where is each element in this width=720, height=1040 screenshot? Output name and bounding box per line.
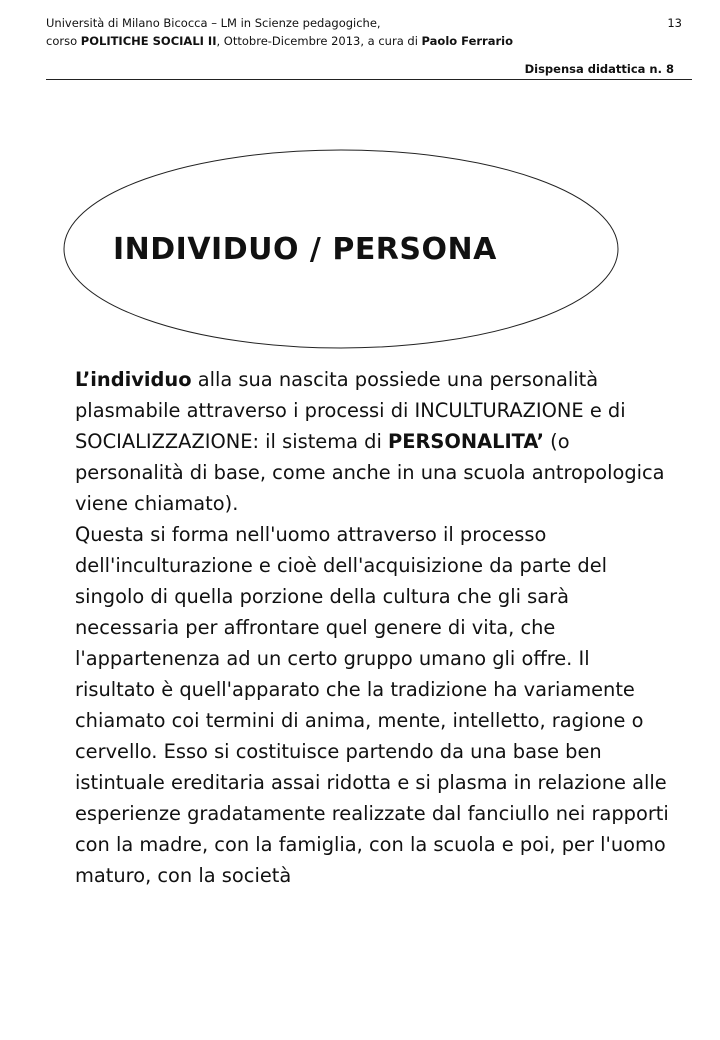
page-title: INDIVIDUO / PERSONA — [113, 232, 497, 267]
body-text — [75, 364, 675, 891]
paragraph-1 — [75, 364, 675, 519]
term-personalita: PERSONALITA’ — [388, 430, 544, 453]
paragraph-1-part-2: (o personalità di base, come anche in una scuola antropologica viene chiamato). — [75, 430, 665, 515]
page-number: 13 — [667, 16, 682, 30]
title-ellipse — [0, 0, 720, 400]
term-individuo: L’individuo — [75, 368, 192, 391]
paragraph-2: Questa si forma nell'uomo attraverso il processo dell'inculturazione e cioè dell'acquisizione da parte del singolo di quella porzione della cultura che gli sarà necessaria per affrontare quel genere di vita, che l'appartenenza ad un certo gruppo umano gli offre. Il risultato è quell'apparato che la tradizione ha variamente chiamato coi termini di anima, mente, intelletto, ragione o cervello. Esso si costituisce partendo da una base ben istintuale ereditaria assai ridotta e si plasma in relazione alle esperienze gradatamente realizzate dal fanciullo nei rapporti con la madre, con la famiglia, con la scuola e poi, per l'uomo maturo, con la società — [75, 523, 669, 887]
header-course-name: POLITICHE SOCIALI II — [80, 34, 217, 48]
paragraph-1-part-1: alla sua nascita possiede una personalità plasmabile attraverso i processi di INCULTURAZIONE e di SOCIALIZZAZIONE: il sistema di — [75, 368, 626, 453]
header-author: Paolo Ferrario — [421, 34, 513, 48]
header-institution: Università di Milano Bicocca – LM in Scienze pedagogiche, — [46, 16, 381, 30]
dispensa-label: Dispensa didattica n. 8 — [524, 62, 674, 76]
header-course-middle: , Ottobre-Dicembre 2013, a cura di — [216, 34, 422, 48]
header-course-prefix: corso — [46, 34, 81, 48]
